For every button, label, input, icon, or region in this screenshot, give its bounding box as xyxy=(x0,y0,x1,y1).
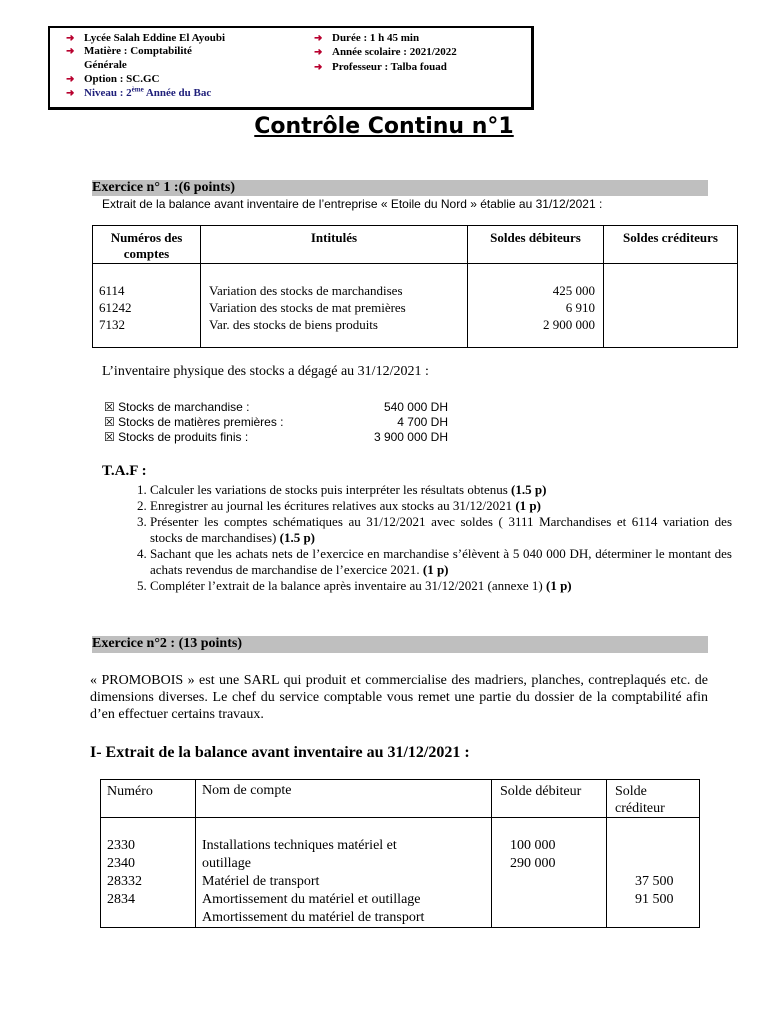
account-number: 6114 xyxy=(99,283,125,298)
page-title: Contrôle Continu n°1 xyxy=(254,114,514,139)
table-header-cell: Nom de compte xyxy=(196,780,492,818)
stock-label: Stocks de matières premières : xyxy=(118,415,284,429)
account-number: 28332 xyxy=(107,874,142,889)
stock-value: 4 700 DH xyxy=(397,415,448,429)
account-number: 2340 xyxy=(107,856,135,871)
arrow-bullet-icon: ➜ xyxy=(314,47,323,58)
table-header-cell: Soldes créditeurs xyxy=(604,226,738,264)
credit-cell xyxy=(604,264,738,348)
exercise1-intro: Extrait de la balance avant inventaire de l’entreprise « Etoile du Nord » établie au 31/12/2021 : xyxy=(102,197,603,211)
list-item xyxy=(104,430,464,445)
debit-value: 290 000 xyxy=(510,856,556,871)
account-label: Installations techniques matériel et xyxy=(202,838,397,853)
debit-value: 6 910 xyxy=(565,300,595,315)
account-label: Var. des stocks de biens produits xyxy=(209,317,378,332)
arrow-bullet-icon: ➜ xyxy=(66,88,75,99)
exercise1-heading: Exercice n° 1 :(6 points) xyxy=(92,180,708,196)
account-label: Variation des stocks de mat premières xyxy=(209,300,406,315)
account-label: Variation des stocks de marchandises xyxy=(209,283,403,298)
table-header-cell: Soldes débiteurs xyxy=(468,226,604,264)
list-item xyxy=(104,415,464,430)
table-header-cell: Solde débiteur xyxy=(492,780,607,818)
account-number: 7132 xyxy=(99,317,125,332)
table-row xyxy=(93,264,738,348)
debit-value: 2 900 000 xyxy=(543,317,595,332)
account-labels-cell xyxy=(196,818,492,928)
header-option: ➜ Option : SC.GC xyxy=(66,73,160,85)
account-label: Matériel de transport xyxy=(202,874,320,889)
arrow-bullet-icon: ➜ xyxy=(314,33,323,44)
table-header-row xyxy=(101,780,700,818)
account-labels-cell xyxy=(201,264,468,348)
header-box xyxy=(48,26,534,110)
checkbox-icon: ☒ xyxy=(104,400,115,414)
table-header-cell: Solde créditeur xyxy=(607,780,700,818)
section-title: I- Extrait de la balance avant inventaire au 31/12/2021 : xyxy=(90,744,470,761)
list-item: 4. Sachant que les achats nets de l’exercice en marchandise s’élèvent à 5 040 000 DH, déterminer le montant des achats revendus de marchandise de l’exercice 2021. (1 p) xyxy=(150,546,732,578)
stocks-list xyxy=(104,400,464,445)
account-numbers-cell xyxy=(101,818,196,928)
list-item: 3. Présenter les comptes schématiques au 31/12/2021 avec soldes ( 3111 Marchandises et 6114 variation des stocks de marchandises) (1.5 p) xyxy=(150,514,732,546)
arrow-bullet-icon: ➜ xyxy=(66,46,75,57)
arrow-bullet-icon: ➜ xyxy=(66,74,75,85)
list-item: 1. Calculer les variations de stocks puis interpréter les résultats obtenus (1.5 p) xyxy=(150,482,732,498)
checkbox-icon: ☒ xyxy=(104,415,115,429)
exercise2-heading: Exercice n°2 : (13 points) xyxy=(92,636,708,653)
debit-cell xyxy=(468,264,604,348)
header-year: ➜ Année scolaire : 2021/2022 xyxy=(314,46,457,58)
table-header-cell: Numéros des comptes xyxy=(93,226,201,264)
header-subject: ➜ Matière : Comptabilité xyxy=(66,45,192,57)
arrow-bullet-icon: ➜ xyxy=(66,33,75,44)
account-number: 2330 xyxy=(107,838,135,853)
table-header-row xyxy=(93,226,738,264)
table-header-cell: Intitulés xyxy=(201,226,468,264)
stock-label: Stocks de marchandise : xyxy=(118,400,250,414)
list-item: 2. Enregistrer au journal les écritures relatives aux stocks au 31/12/2021 (1 p) xyxy=(150,498,732,514)
table-header-cell: Numéro xyxy=(101,780,196,818)
table-row xyxy=(101,818,700,928)
inventory-intro: L’inventaire physique des stocks a dégagé au 31/12/2021 : xyxy=(102,364,429,379)
credit-cell xyxy=(607,818,700,928)
account-label: outillage xyxy=(202,856,251,871)
header-subject-cont: Générale xyxy=(84,59,127,71)
stock-label: Stocks de produits finis : xyxy=(118,430,249,444)
header-teacher: ➜ Professeur : Talba fouad xyxy=(314,61,447,73)
stock-value: 3 900 000 DH xyxy=(373,430,448,444)
list-item: 5. Compléter l’extrait de la balance après inventaire au 31/12/2021 (annexe 1) (1 p) xyxy=(150,578,732,594)
debit-cell xyxy=(492,818,607,928)
credit-value: 91 500 xyxy=(635,892,674,907)
taf-title: T.A.F : xyxy=(102,463,147,479)
exercise2-balance-table xyxy=(100,779,700,928)
header-duration: ➜ Durée : 1 h 45 min xyxy=(314,32,420,44)
account-label: Amortissement du matériel et outillage xyxy=(202,892,421,907)
account-number: 61242 xyxy=(99,300,132,315)
account-label: Amortissement du matériel de transport xyxy=(202,910,425,925)
stock-value: 540 000 DH xyxy=(383,400,448,414)
debit-value: 100 000 xyxy=(510,838,556,853)
exercise1-balance-table xyxy=(92,225,738,348)
checkbox-icon: ☒ xyxy=(104,430,115,444)
header-level: ➜ Niveau : 2ème Année du Bac xyxy=(66,85,212,99)
account-number: 2834 xyxy=(107,892,135,907)
header-school: ➜ Lycée Salah Eddine El Ayoubi xyxy=(66,32,226,44)
debit-value: 425 000 xyxy=(552,283,595,298)
exercise2-paragraph: « PROMOBOIS » est une SARL qui produit et commercialise des madriers, planches, contreplaqués etc. de dimensions diverses. Le chef du service comptable vous remet une partie du dossier de la comptabilité afin d’en effectuer certains travaux. xyxy=(90,673,708,722)
list-item xyxy=(104,400,464,415)
credit-value: 37 500 xyxy=(635,874,674,889)
account-numbers-cell xyxy=(93,264,201,348)
arrow-bullet-icon: ➜ xyxy=(314,62,323,73)
task-list xyxy=(126,482,732,594)
